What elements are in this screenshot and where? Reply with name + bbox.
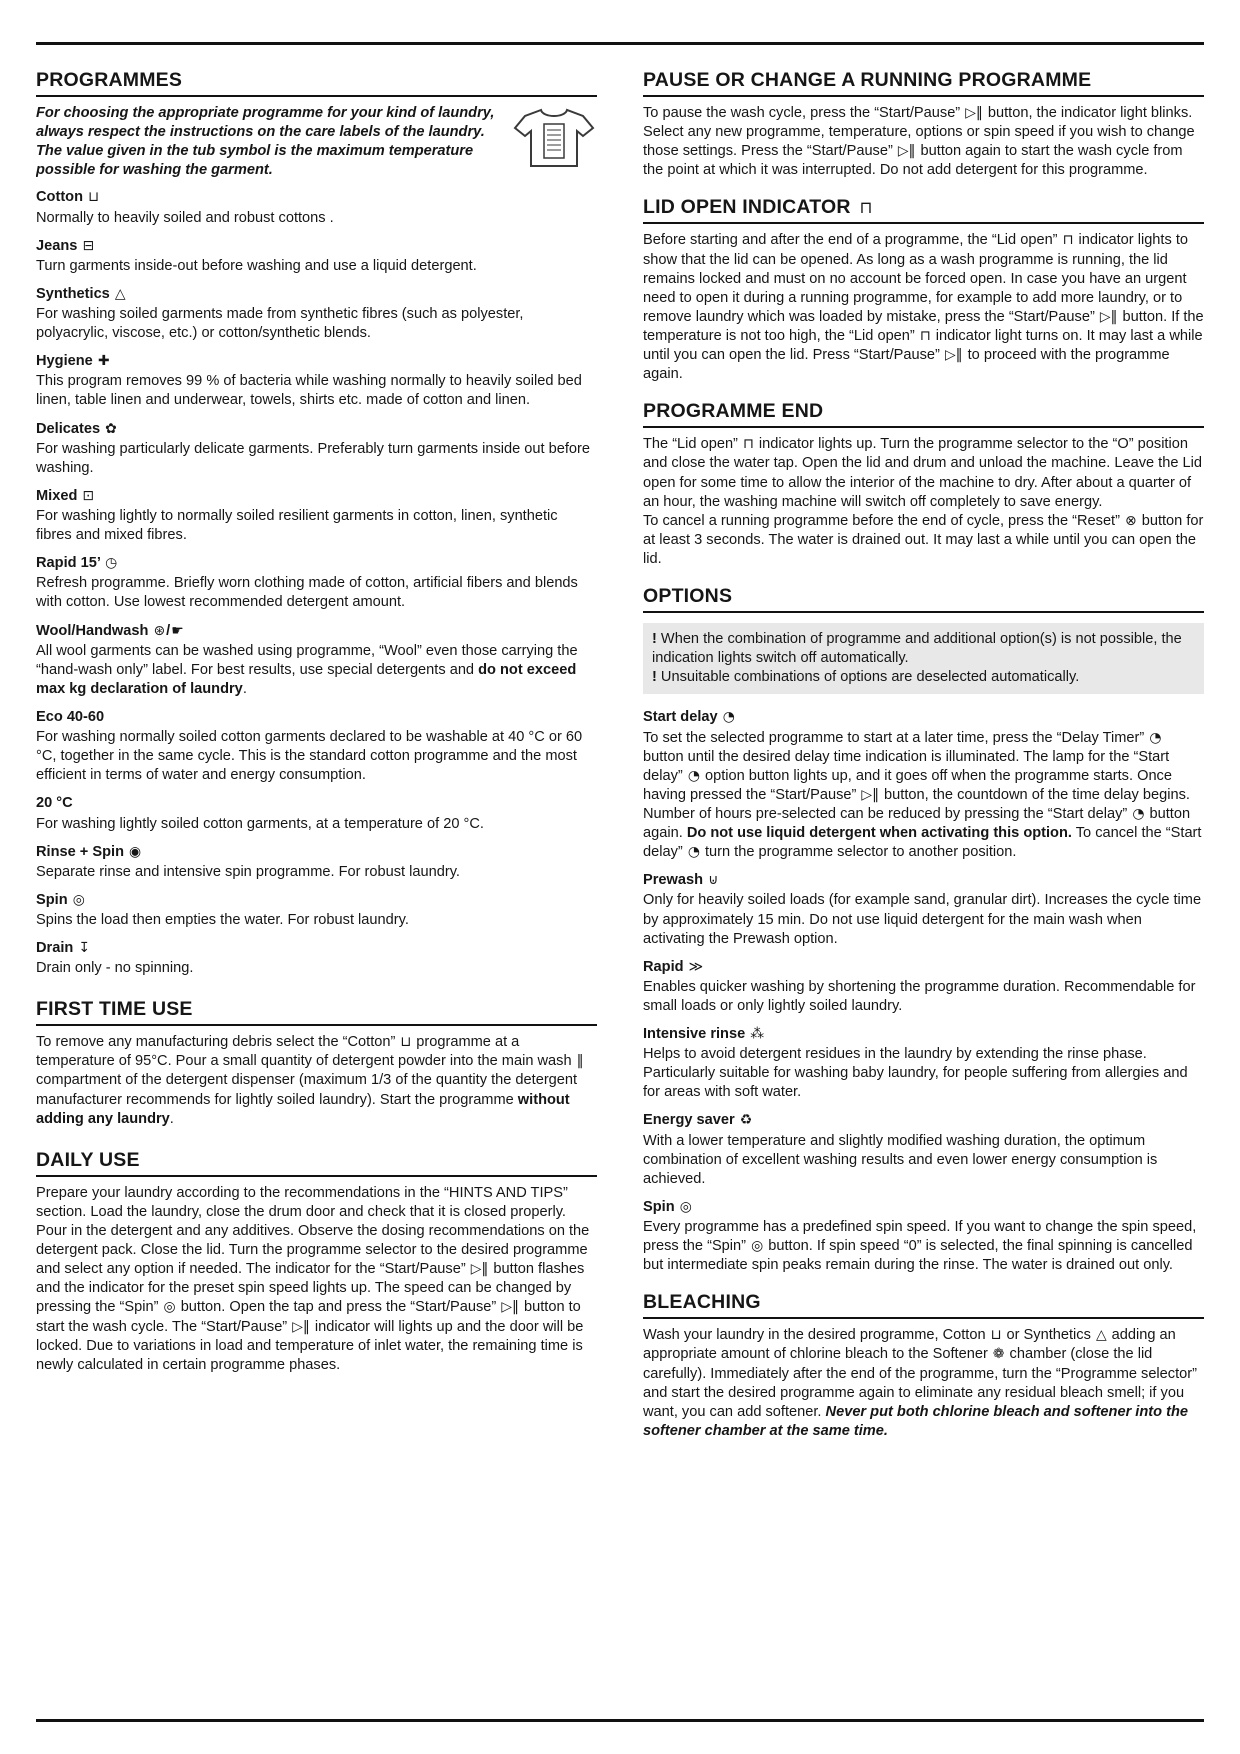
entry-term: Hygiene ✚: [36, 353, 110, 370]
lid-open-heading-text: LID OPEN INDICATOR: [643, 196, 851, 219]
entry-body: For washing lightly to normally soiled resilient garments in cotton, linen, synthetic fibres and mixed fibres.: [36, 507, 558, 544]
entry: [36, 939, 597, 978]
entry: [36, 794, 597, 833]
start-pause-icon: ▷‖: [470, 1261, 489, 1278]
hygiene-icon: ✚: [97, 353, 110, 370]
entry: [36, 285, 597, 343]
cotton-icon: ⊔: [990, 1327, 1002, 1344]
entry-body: Enables quicker washing by shortening the programme duration. Recommendable for small loads or only lightly soiled laundry.: [643, 978, 1196, 1014]
jeans-icon: ⊟: [82, 237, 95, 254]
entry: [36, 843, 597, 882]
entry-term: Spin ◎: [643, 1198, 692, 1215]
synthetics-icon: △: [114, 285, 126, 302]
entry: [643, 1111, 1204, 1188]
lid-open-icon: ⊓: [859, 198, 873, 218]
rapid-15-icon: ◷: [105, 555, 118, 572]
spin-icon: ◎: [72, 891, 85, 908]
rapid-icon: ≫: [688, 958, 704, 975]
cotton-icon: ⊔: [88, 189, 99, 206]
section-lid-open-indicator: [643, 196, 1204, 384]
left-column: [36, 69, 597, 1455]
spin-icon: ◎: [679, 1198, 692, 1215]
entry-body: Normally to heavily soiled and robust cottons .: [36, 209, 334, 226]
entry-term: Drain ↧: [36, 940, 90, 957]
programmes-intro: For choosing the appropriate programme for your kind of laundry, always respect the instructions on the care labels of the laundry. The value given in the tub symbol is the maximum temperature possible for washing the garment.: [36, 105, 495, 179]
section-pause-change: [643, 69, 1204, 180]
programmes-entries: [36, 188, 597, 978]
start-delay-icon: ◔: [1132, 805, 1145, 822]
lid-open-icon: ⊓: [742, 436, 754, 453]
lid-open-body: Before starting and after the end of a programme, the “Lid open” ⊓ indicator lights to show that the lid can be opened. As long as a wash programme is running, the lid remains locked and must on no account be forced open. In case you have an urgent need to open it during a running programme, for example to add more laundry, or to remove laundry which was loaded by mistake, press the “Start/Pause” ▷‖ button. If the temperature is not too high, the “Lid open” ⊓ indicator light turns on. It may last a while until you can open the lid. Press “Start/Pause” ▷‖ to proceed with the programme again.: [643, 232, 1204, 383]
entry: [36, 554, 597, 612]
entry-body: Helps to avoid detergent residues in the laundry by extending the rinse phase. Particularly suitable for washing baby laundry, for people suffering from allergies and for areas with soft water.: [643, 1046, 1188, 1101]
entry-body: Spins the load then empties the water. For robust laundry.: [36, 911, 409, 928]
entry-term: Eco 40-60: [36, 708, 105, 725]
entry-term: Intensive rinse ⁂: [643, 1026, 765, 1043]
start-pause-icon: ▷‖: [944, 347, 963, 364]
section-programmes: [36, 69, 597, 978]
intensive-rinse-icon: ⁂: [750, 1026, 765, 1043]
start-pause-icon: ▷‖: [861, 786, 879, 803]
cotton-icon: ⊔: [400, 1034, 412, 1051]
mixed-icon: ⊡: [82, 487, 95, 504]
entry: [643, 871, 1204, 948]
options-heading: OPTIONS: [643, 585, 1204, 613]
entry: [643, 958, 1204, 1016]
care-label-shirt-illustration: [511, 106, 597, 175]
entry-body: For washing lightly soiled cotton garments, at a temperature of 20 °C.: [36, 815, 484, 832]
start-pause-icon: ▷‖: [897, 143, 916, 160]
daily-use-body: Prepare your laundry according to the recommendations in the “HINTS AND TIPS” section. Load the laundry, close the drum door and check that it is closed properly. Pour in the detergent and any additives. Observe the dosing recommendations on the detergent pack. Close the lid. Turn the programme selector to the desired programme and select any option if needed. The indicator for the “Start/Pause” ▷‖ button flashes and the indicator for the preset spin speed lights up. The speed can be changed by pressing the “Spin” ◎ button. Open the tap and press the “Start/Pause” ▷‖ button to start the wash cycle. The “Start/Pause” ▷‖ indicator will lights up and the door will be locked. Due to variations in load and temperature of inlet water, the remaining time is newly calculated in certain programme phases.: [36, 1184, 590, 1373]
two-column-layout: [36, 69, 1204, 1455]
entry-term: Jeans ⊟: [36, 237, 95, 254]
entry-body: To set the selected programme to start at a later time, press the “Delay Timer” ◔ button until the desired delay time indication is illuminated. The lamp for the “Start delay” ◔ option button lights up, and it goes off when the programme starts. Once having pressed the “Start/Pause” ▷‖ button, the countdown of the time delay begins. Number of hours pre-selected can be reduced by pressing the “Start delay” ◔ button again. Do not use liquid detergent when activating this option. To cancel the “Start delay” ◔ turn the programme selector to another position.: [643, 729, 1202, 861]
pause-change-body: To pause the wash cycle, press the “Start/Pause” ▷‖ button, the indicator light blinks. Select any new programme, temperature, options or spin speed if you wish to change those settings. Press the “Start/Pause” ▷‖ button again to start the wash cycle from the point at which it was interrupted. Do not add detergent for this programme.: [643, 105, 1195, 179]
start-delay-icon: ◔: [687, 844, 700, 861]
entry: [36, 487, 597, 545]
options-note-box: ! When the combination of programme and additional option(s) is not possible, the indication lights switch off automatically. ! Unsuitable combinations of options are deselected automatically.: [643, 623, 1204, 694]
entry-body: This program removes 99 % of bacteria while washing normally to heavily soiled bed linen, table linen and underwear, towels, shirts etc. made of cotton and linen.: [36, 373, 582, 409]
lid-open-icon: ⊓: [1062, 232, 1074, 249]
entry-term: Energy saver ♻: [643, 1112, 753, 1129]
reset-icon: ⊗: [1125, 512, 1137, 529]
main-wash-icon: ‖: [576, 1053, 584, 1070]
first-time-use-body: To remove any manufacturing debris select the “Cotton” ⊔ programme at a temperature of 95°C. Pour a small quantity of detergent powder into the main wash ‖ compartment of the detergent dispenser (maximum 1/3 of the quantity the detergent manufacturer recommends for lightly soiled laundry). Start the programme without adding any laundry.: [36, 1034, 584, 1127]
programme-end-body: The “Lid open” ⊓ indicator lights up. Turn the programme selector to the “O” position and close the water tap. Open the lid and drum and unload the machine. Leave the Lid open for some time to allow the interior of the machine to dry. After about a quarter of an hour, the washing machine will switch off completely to save energy. To cancel a running programme before the end of cycle, press the “Reset” ⊗ button for at least 3 seconds. The water is drained out. It may last a while until you can open the lid.: [643, 436, 1204, 567]
entry: [36, 352, 597, 410]
programmes-intro-block: [36, 104, 597, 180]
entry-term: Start delay ◔: [643, 709, 735, 726]
entry-term: Synthetics △: [36, 285, 126, 302]
spin-icon: ◎: [751, 1238, 764, 1255]
entry: [643, 1198, 1204, 1275]
entry-term: 20 °C: [36, 795, 73, 812]
entry-body: Turn garments inside-out before washing and use a liquid detergent.: [36, 257, 477, 274]
section-daily-use: [36, 1149, 597, 1375]
entry-term: Rinse + Spin ◉: [36, 843, 142, 860]
entry: [36, 622, 597, 699]
start-delay-icon: ◔: [687, 767, 700, 784]
entry-body: For washing normally soiled cotton garments declared to be washable at 40 °C or 60 °C, together in the same cycle. This is the standard cotton programme and the most efficient in terms of water and energy consumption.: [36, 729, 583, 784]
options-entries: [643, 708, 1204, 1275]
entry-body: Only for heavily soiled loads (for example sand, granular dirt). Increases the cycle time by approximately 15 min. Do not use liquid detergent for the main wash when activating the Prewash option.: [643, 892, 1202, 947]
entry: [643, 708, 1204, 862]
section-options: [643, 585, 1204, 1275]
programme-end-heading: PROGRAMME END: [643, 400, 1204, 428]
entry-body: Refresh programme. Briefly worn clothing made of cotton, artificial fibers and blends with cotton. Use lowest recommended detergent amount.: [36, 575, 578, 611]
pause-change-heading: PAUSE OR CHANGE A RUNNING PROGRAMME: [643, 69, 1204, 97]
spin-icon: ◎: [163, 1299, 176, 1316]
entry-term: Wool/Handwash ⊛/☛: [36, 622, 184, 639]
entry: [36, 188, 597, 227]
bottom-rule: [36, 1719, 1204, 1722]
first-time-use-heading: FIRST TIME USE: [36, 998, 597, 1026]
delay-timer-icon: ◔: [1149, 729, 1162, 746]
section-bleaching: [643, 1291, 1204, 1441]
section-programme-end: [643, 400, 1204, 569]
start-delay-icon: ◔: [722, 709, 735, 726]
start-pause-icon: ▷‖: [501, 1299, 519, 1316]
entry: [36, 708, 597, 785]
entry-body: Every programme has a predefined spin speed. If you want to change the spin speed, press the “Spin” ◎ button. If spin speed “0” is selected, the final spinning is cancelled but intermediate spin peaks remain during the rinse. The water is drained out only.: [643, 1219, 1197, 1274]
start-pause-icon: ▷‖: [292, 1318, 310, 1335]
section-first-time-use: [36, 998, 597, 1129]
synthetics-icon: △: [1095, 1327, 1107, 1344]
prewash-icon: ⊍: [708, 872, 719, 889]
entry-body: For washing soiled garments made from synthetic fibres (such as polyester, polyacrylic, viscose, etc.) or cotton/synthetic blends.: [36, 305, 524, 342]
entry: [36, 237, 597, 276]
delicates-icon: ✿: [105, 420, 117, 437]
entry: [36, 420, 597, 478]
top-rule: [36, 42, 1204, 45]
entry-term: Rapid ≫: [643, 958, 704, 975]
entry-term: Cotton ⊔: [36, 189, 99, 206]
entry-term: Mixed ⊡: [36, 487, 95, 504]
energy-saver-icon: ♻: [739, 1112, 753, 1129]
right-column: [643, 69, 1204, 1455]
entry-term: Spin ◎: [36, 891, 85, 908]
lid-open-heading: [643, 196, 1204, 224]
entry-body: Separate rinse and intensive spin programme. For robust laundry.: [36, 863, 460, 880]
handwash-icon: ☛: [171, 622, 184, 639]
entry-body: Drain only - no spinning.: [36, 960, 194, 977]
wool-icon: ⊛: [153, 622, 166, 639]
rinse-spin-icon: ◉: [129, 843, 142, 860]
start-pause-icon: ▷‖: [965, 105, 983, 121]
lid-open-icon: ⊓: [919, 327, 931, 344]
start-pause-icon: ▷‖: [1099, 308, 1118, 325]
daily-use-heading: DAILY USE: [36, 1149, 597, 1177]
softener-icon: ❁: [992, 1346, 1005, 1363]
entry: [643, 1025, 1204, 1102]
entry-body: For washing particularly delicate garments. Preferably turn garments inside out before washing.: [36, 440, 591, 476]
entry-body: All wool garments can be washed using programme, “Wool” even those carrying the “hand-wash only” label. For best results, use special detergents and do not exceed max kg declaration of laundry.: [36, 642, 578, 697]
drain-icon: ↧: [78, 940, 90, 957]
entry-term: Rapid 15’ ◷: [36, 555, 118, 572]
entry-term: Delicates ✿: [36, 420, 117, 437]
entry-term: Prewash ⊍: [643, 872, 719, 889]
entry-body: With a lower temperature and slightly modified washing duration, the optimum combination of excellent washing results and even lower energy consumption is achieved.: [643, 1132, 1158, 1187]
bleaching-heading: BLEACHING: [643, 1291, 1204, 1319]
bleaching-body: Wash your laundry in the desired programme, Cotton ⊔ or Synthetics △ adding an appropriate amount of chlorine bleach to the Softener ❁ chamber (close the lid carefully). Immediately after the end of the programme, turn the “Programme selector” and start the desired programme again to eliminate any residual bleach smell; if you want, you can add softener. Never put both chlorine bleach and softener into the softener chamber at the same time.: [643, 1327, 1197, 1439]
programmes-heading: PROGRAMMES: [36, 69, 597, 97]
entry: [36, 891, 597, 930]
